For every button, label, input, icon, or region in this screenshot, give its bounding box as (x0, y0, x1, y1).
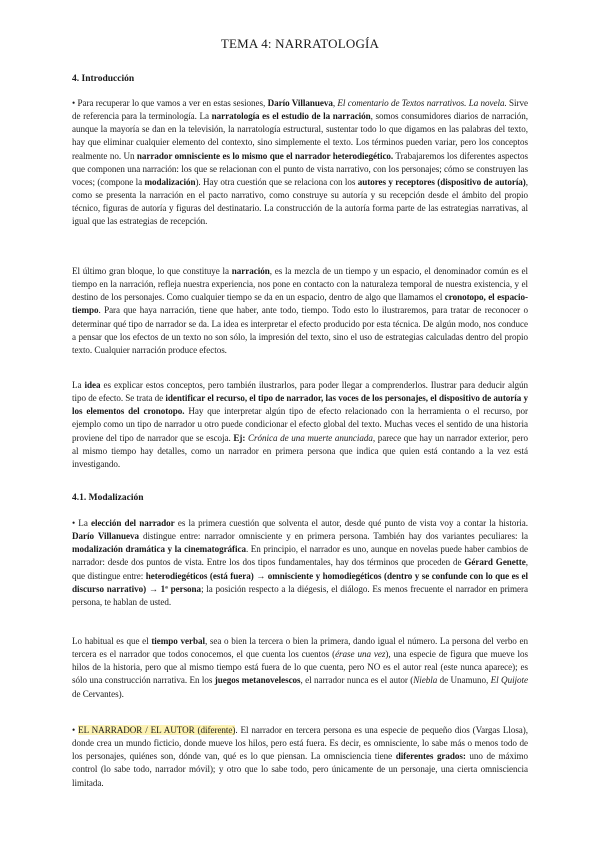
section-heading-modalizacion: 4.1. Modalización (72, 493, 144, 503)
key-term: autores y receptores (dispositivo de autoría) (357, 176, 526, 187)
text-run: . En principio, el narrador es uno, aunque en novelas puede haber cambios de narrador: desde dos puntos de vista. Entre los dos tipos fundamentales, hay dos términos que proceden de (72, 544, 528, 568)
quoted-phrase: érase una vez (335, 649, 386, 660)
key-term: identificar el recurso, el tipo de narrador, las voces de los personajes, el dispositivo de autoría y los elementos del cronotopo. (72, 393, 528, 417)
page-title: TEMA 4: NARRATOLOGÍA (220, 36, 380, 51)
text-run: uno de máximo control (lo sabe todo, narrador móvil); y otro que lo sabe todo, pero únicamente de un personaje, una cierta omnisciencia limitada. (72, 751, 528, 788)
key-term: narratología es el estudio de la narración (211, 111, 371, 122)
book-title: Crónica de una muerte anunciada (248, 432, 373, 443)
text-run: . Para que haya narración, tiene que haber, ante todo, tiempo. Todo esto lo ilustraremos, para tratar de reconocer o determinar qué tipo de narrador se da. La idea es interpretar el efecto producido por esta técnica. De algún modo, nos conduce a pensar que los efectos de un texto no son sólo, la impresión del texto, sino el uso de estrategias calculadas dentro del propio texto. Cualquier narración produce efectos. (72, 305, 528, 355)
text-run: distingue entre: narrador omnisciente y en primera persona. También hay dos variantes peculiares: la (138, 531, 528, 542)
text-run: ), una especie de figura que mueve los hilos de la historia, pero que al mismo tiempo está fuera de lo que cuenta, pero NO es el autor real (este nunca aparece); es sólo una construcción narrativa. En los (72, 649, 528, 686)
key-term: narrador omnisciente es lo mismo que el narrador heterodiegético. (136, 150, 394, 161)
key-term: idea (84, 380, 101, 390)
book-title: Niebla (413, 675, 438, 686)
key-term: elección del narrador (90, 518, 175, 528)
key-term: modalización (144, 176, 196, 187)
book-title: El Quijote (490, 675, 528, 686)
key-term: diferentes grados: (395, 751, 466, 762)
paragraph-intro-1 (72, 97, 528, 229)
text-run: Sirve de referencia para la terminología. La (72, 98, 528, 122)
text-run: , el narrador nunca es el autor ( (300, 675, 414, 686)
book-title: El comentario de Textos narrativos. La novela. (337, 98, 507, 108)
text-run: Hay que interpretar algún tipo de efecto relacionado con la herramienta o el recurso, por ejemplo como un tipo de narrador u otro puede condicionar el efecto global del texto. Muchas veces el sentido de una historia proviene del tipo de narrador que se escoja. (72, 406, 528, 443)
key-term: tiempo verbal (151, 636, 205, 646)
text-run: de Cervantes). (72, 688, 124, 699)
text-run: . El narrador en tercera persona es una especie de pequeño dios (Vargas Llosa), donde crea un mundo ficticio, donde mueve los hilos, pero está fuera. Es decir, es omnisciente, lo sabe más o menos todo de los personajes, quiénes son, dónde van, qué es lo que piensan. La omnisciencia tiene (72, 725, 528, 762)
key-term: cronotopo, el espacio-tiempo (72, 292, 528, 316)
text-run: • (72, 725, 79, 735)
text-run: , como se presenta la narración en el pacto narrativo, como construye su autoría y su recepción desde el ámbito del propio técnico, figuras de autoría y figuras del destinatario. La construcción de la autoría forma parte de las estrategias narrativas, al igual que las estrategias de recepción. (72, 176, 529, 227)
author-name: Gérard Genette (464, 557, 526, 568)
text-run: Trabajaremos los diferentes aspectos que componen una narración: los que se relacionan con el punto de vista narrativo, con los personajes; cómo se construyen las voces; (compone la (72, 150, 528, 187)
text-run: La (72, 380, 85, 390)
text-run: , sea o bien la tercera o bien la primera, dando igual el número. La persona del verbo en tercera es el narrador que todos conocemos, el que cuenta los cuentos ( (72, 636, 528, 660)
paragraph-intro-2 (72, 265, 528, 357)
key-term: heterodiegéticos (está fuera) → omnisciente y homodiegéticos (dentro y se confunde con lo que es el discurso narrativo) → 1ª persona (72, 570, 528, 594)
text-run: es explicar estos conceptos, pero también ilustrarlos, para poder llegar a comprenderlos. Ilustrar para deducir algún tipo de efecto. Se trata de (72, 380, 528, 404)
text-run: • Para recuperar lo que vamos a ver en estas sesiones, (72, 98, 268, 108)
text-run: , somos consumidores diarios de narración, aunque la mayoría se dan en la televisión, la narratología estructural, sustentar todo lo que digamos en las palabras del texto, hay que eliminar cualquier elemento del contexto, sino simplemente el texto. Los términos pueden variar, pero los conceptos realmente no. Un (72, 111, 528, 161)
author-name: Darío Villanueva (267, 98, 333, 108)
key-term: modalización dramática y la cinematográfica (72, 544, 246, 555)
text-run: ; la posición respecto a la diégesis, el diálogo. Es menos frecuente el narrador en primera persona, te hablan de usted. (72, 583, 528, 607)
text-run: Lo habitual es que el (72, 636, 152, 646)
highlighted-heading: EL NARRADOR / EL AUTOR (diferente) (78, 725, 236, 735)
text-run: , parece que hay un narrador exterior, pero al mismo tiempo hay detalles, como un narrador en primera persona que indica que quien está contando a la vez está investigando. (72, 432, 528, 469)
text-run: , que distingue entre: (72, 557, 528, 581)
paragraph-modal-2 (72, 635, 528, 701)
text-run: , es la mezcla de un tiempo y un espacio, el denominador común es el tiempo en la narración, refleja nuestra experiencia, nos pone en contacto con la naturaleza temporal de nuestra existencia, y el destino de los personajes. Como cualquier tiempo se da en un espacio, dentro de algo que llamamos el (72, 266, 528, 303)
text-run: ). Hay otra cuestión que se relaciona con los (195, 176, 358, 187)
text-run: es la primera cuestión que solventa el autor, desde qué punto de vista voy a contar la historia. (174, 518, 528, 528)
author-name: Darío Villanueva (72, 531, 139, 542)
text-run: • La (72, 518, 91, 528)
key-term: Ej: (233, 432, 246, 443)
key-term: narración (231, 266, 270, 276)
paragraph-modal-3 (72, 724, 528, 790)
key-term: juegos metanovelescos (214, 675, 301, 686)
paragraph-intro-3 (72, 379, 528, 471)
paragraph-modal-1 (72, 517, 528, 609)
section-heading-introduccion: 4. Introducción (72, 74, 135, 84)
text-run: de Unamuno, (437, 675, 491, 686)
text-run: , (332, 98, 338, 108)
text-run: El último gran bloque, lo que constituye la (72, 266, 232, 276)
